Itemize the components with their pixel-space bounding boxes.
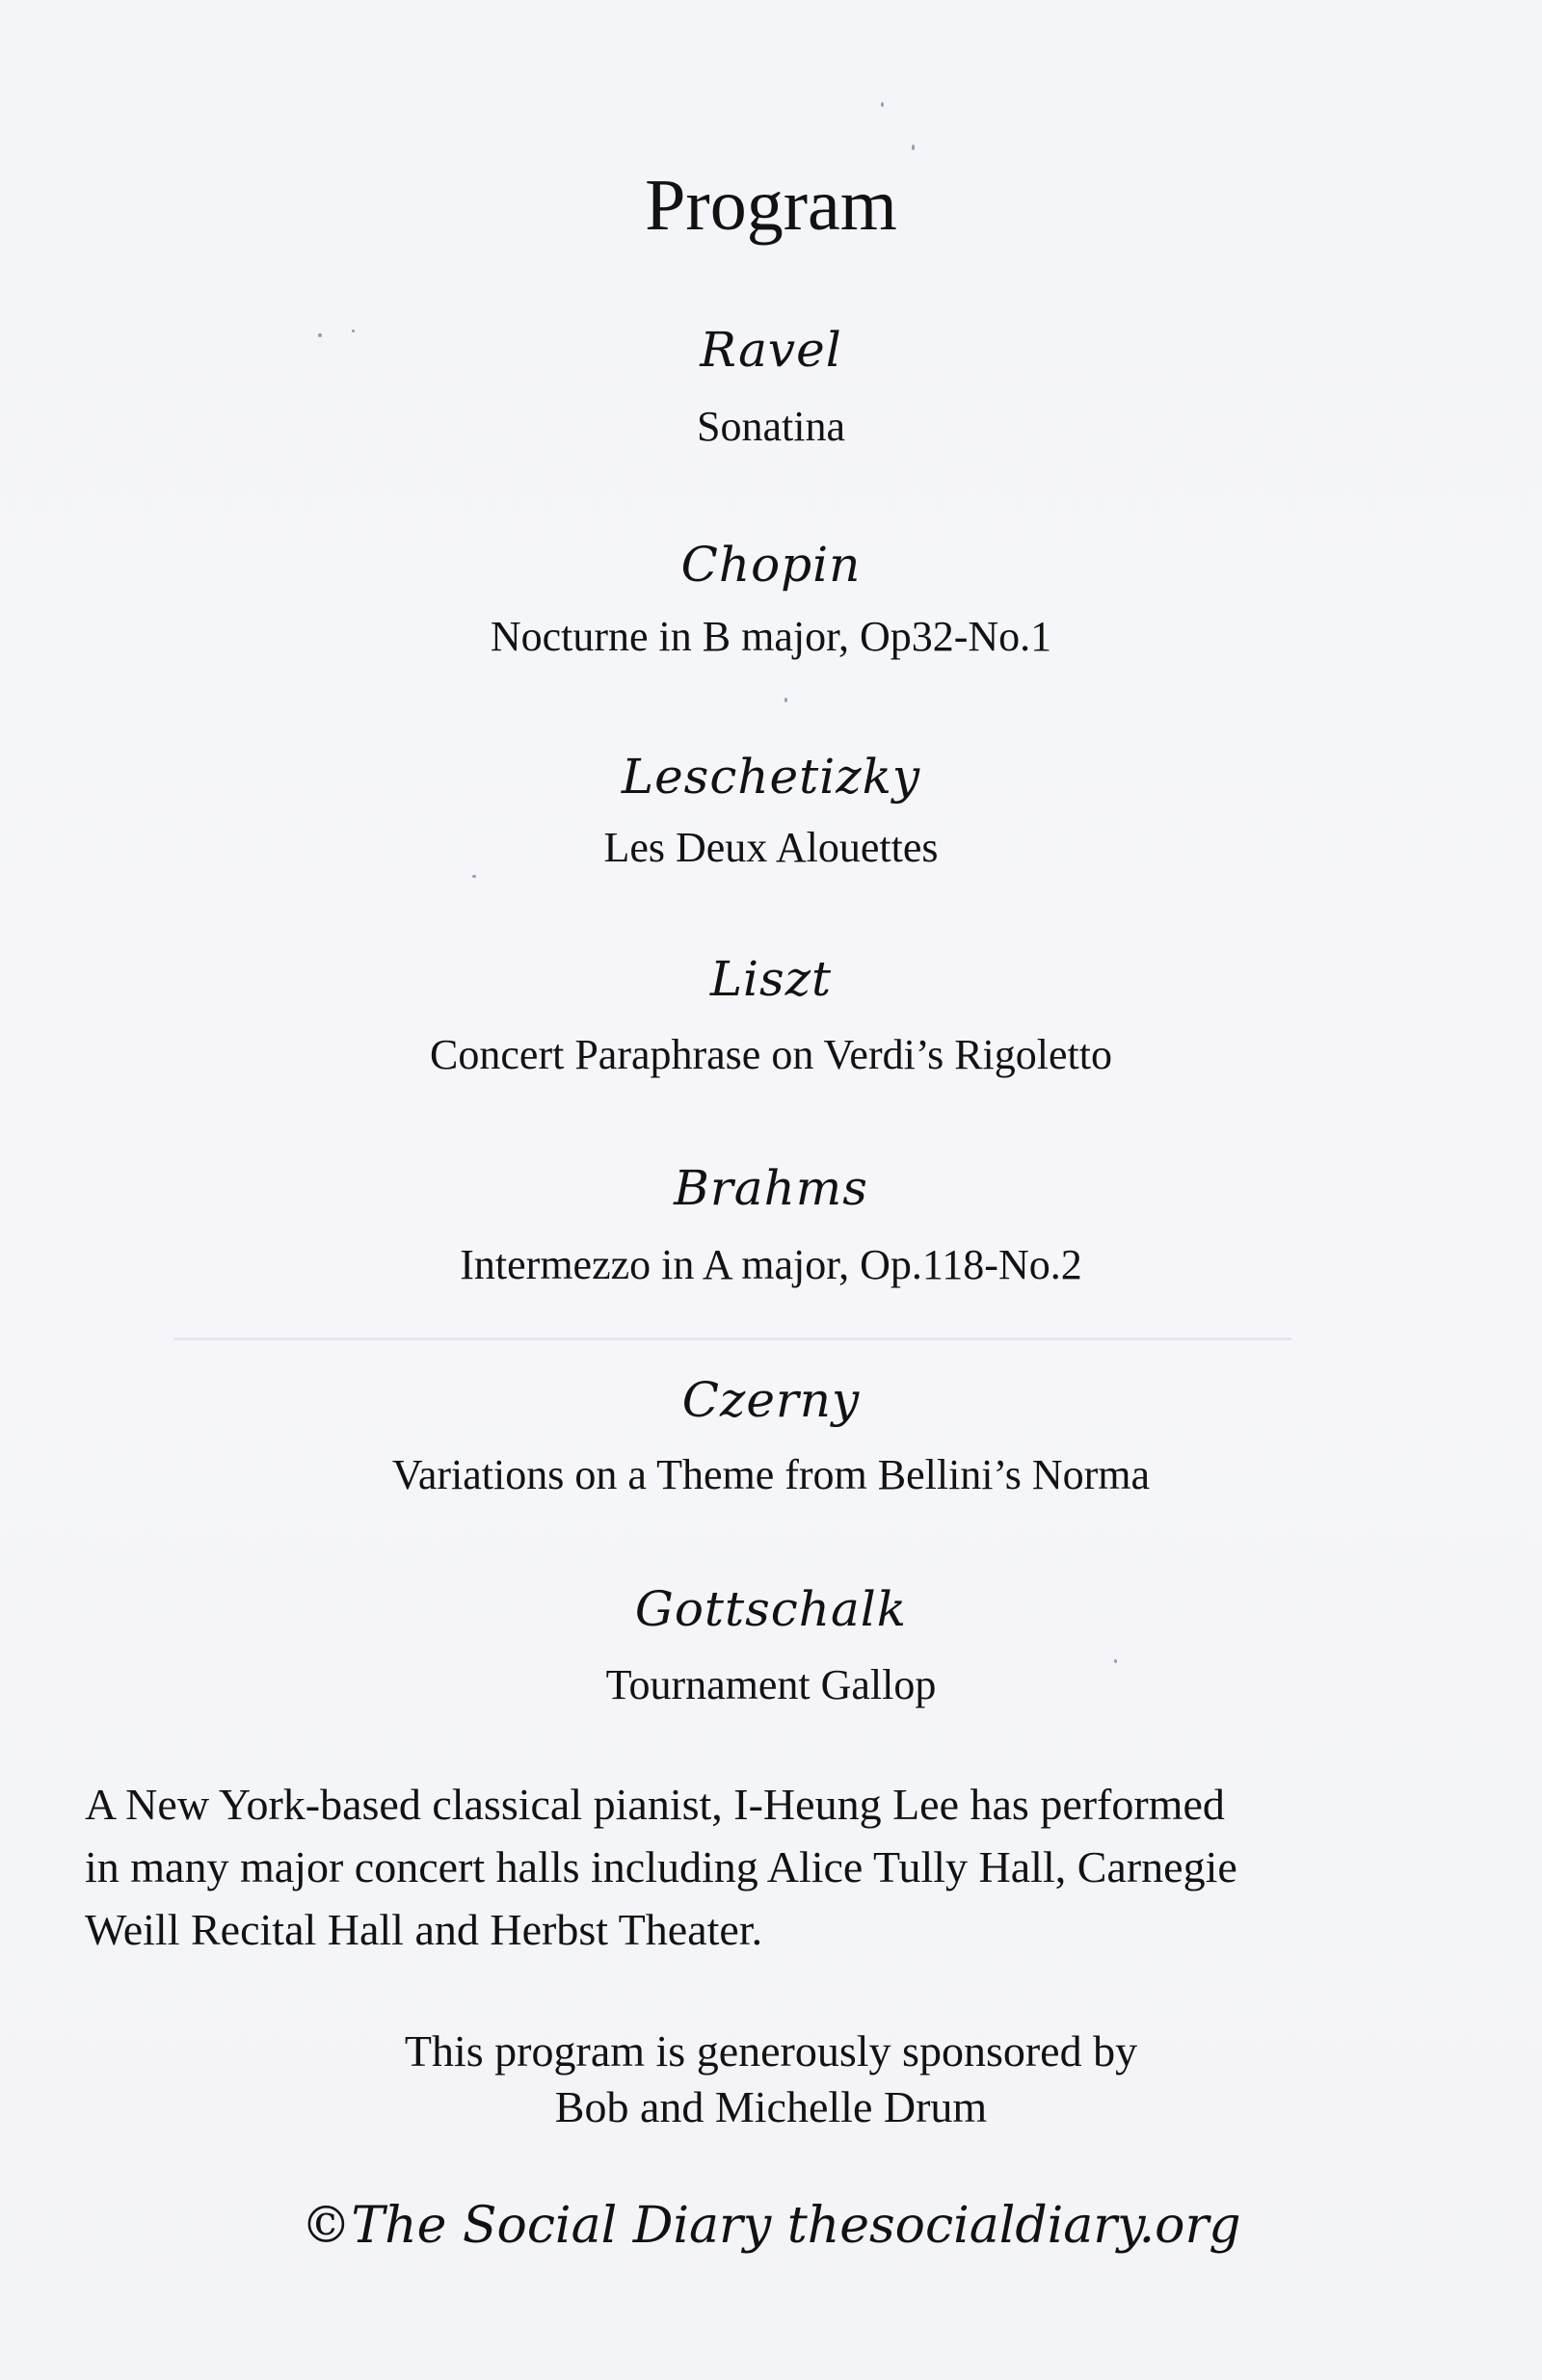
- sponsor-line: This program is generously sponsored by: [404, 2026, 1138, 2076]
- composer-ravel: Ravel: [700, 322, 842, 378]
- bio-line: in many major concert halls including Alice Tully Hall, Carnegie: [85, 1842, 1237, 1891]
- composer-brahms: Brahms: [674, 1160, 868, 1216]
- performer-bio: [85, 1773, 1473, 1961]
- dust-speck: [881, 102, 884, 107]
- sponsor-note: [0, 2023, 1542, 2135]
- dust-speck: [318, 333, 322, 337]
- dust-speck: [912, 145, 915, 150]
- piece-tournament-gallop: Tournament Gallop: [605, 1661, 937, 1708]
- composer-chopin: Chopin: [680, 537, 862, 593]
- composer-liszt: Liszt: [709, 951, 833, 1007]
- dust-speck: [472, 875, 476, 878]
- dust-speck: [784, 698, 787, 702]
- composer-gottschalk: Gottschalk: [634, 1581, 908, 1637]
- piece-les-deux-alouettes: Les Deux Alouettes: [603, 824, 939, 871]
- composer-leschetizky: Leschetizky: [621, 749, 921, 805]
- piece-rigoletto-paraphrase: Concert Paraphrase on Verdi’s Rigoletto: [430, 1031, 1112, 1078]
- piece-norma-variations: Variations on a Theme from Bellini’s Norma: [391, 1451, 1151, 1498]
- copyright-watermark: ©The Social Diary thesocialdiary.org: [301, 2197, 1241, 2255]
- dust-speck: [1114, 1659, 1117, 1663]
- piece-sonatina: Sonatina: [697, 403, 845, 450]
- piece-nocturne: Nocturne in B major, Op32-No.1: [490, 613, 1052, 660]
- piece-intermezzo: Intermezzo in A major, Op.118-No.2: [460, 1241, 1082, 1288]
- bio-line: Weill Recital Hall and Herbst Theater.: [85, 1905, 763, 1954]
- bio-line: A New York-based classical pianist, I-Heung Lee has performed: [85, 1780, 1225, 1829]
- dust-speck: [352, 330, 355, 332]
- page-title: Program: [645, 165, 897, 246]
- sponsor-names: Bob and Michelle Drum: [554, 2082, 988, 2131]
- composer-czerny: Czerny: [681, 1372, 861, 1428]
